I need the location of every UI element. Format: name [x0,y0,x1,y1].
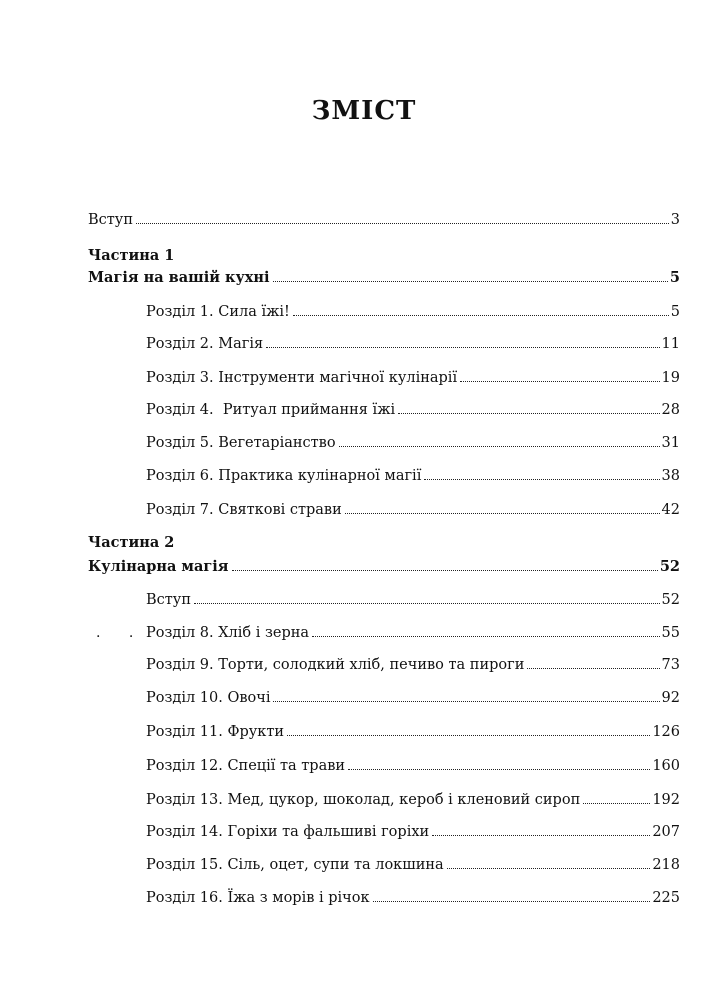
toc-page-number: 92 [661,690,680,706]
toc-page-number: 31 [661,435,680,451]
dot-leader [273,281,668,282]
toc-label: Розділ 14. Горіхи та фальшиві горіхи [146,824,430,840]
toc-label: Розділ 10. Овочі [146,690,271,706]
toc-entry-chapter[interactable] [146,433,680,453]
toc-page-number: 42 [661,502,680,518]
dot-leader [266,347,659,348]
toc-entry-chapter[interactable] [146,855,680,875]
toc-page-number: 11 [661,336,680,352]
toc-entry-chapter[interactable] [146,756,680,776]
dot-leader [460,381,659,382]
toc-label: Розділ 11. Фрукти [146,724,285,740]
toc-entry-chapter[interactable] [146,500,680,520]
dot-leader [273,701,659,702]
toc-entry-chapter[interactable] [146,688,680,708]
toc-entry-chapter[interactable] [146,334,680,354]
toc-label: Розділ 16. Їжа з морів і річок [146,890,370,906]
toc-page-number: 225 [652,890,680,906]
dot-leader [527,668,659,669]
toc-label: Розділ 13. Мед, цукор, шоколад, кероб і кленовий сироп [146,792,581,808]
dot-leader [312,636,659,637]
toc-label: Розділ 9. Торти, солодкий хліб, печиво та пироги [146,657,525,673]
toc-page-number: 38 [661,468,680,484]
dot-leader [136,223,669,224]
toc-label: Розділ 5. Вегетаріанство [146,435,336,451]
toc-label: Розділ 1. Сила їжі! [146,304,290,320]
toc-page-number: 52 [661,592,680,608]
toc-entry-chapter[interactable] [146,590,680,610]
toc-page-number: 160 [652,758,680,774]
toc-page-number: 52 [659,558,680,575]
toc-label: Вступ [88,212,133,228]
dot-leader [373,901,651,902]
toc-page-number: 55 [661,625,680,641]
toc-label: Розділ 2. Магія [146,336,264,352]
toc-label: Розділ 8. Хліб і зерна [146,625,310,641]
stray-marks: . . [96,625,146,641]
toc-label: Розділ 7. Святкові страви [146,502,342,518]
toc-page-number: 126 [652,724,680,740]
toc-page-number: 3 [670,212,680,228]
dot-leader [348,769,650,770]
toc-entry-part2-title[interactable] [88,557,680,577]
toc-page-number: 218 [652,857,680,873]
toc-entry-intro[interactable] [88,210,680,230]
dot-leader [398,413,659,414]
dot-leader [287,735,650,736]
toc-label: Розділ 12. Спеції та трави [146,758,346,774]
toc-label: Вступ [146,592,191,608]
toc-entry-chapter[interactable] [146,888,680,908]
toc-entry-chapter[interactable] [146,722,680,742]
dot-leader [339,446,660,447]
toc-entry-chapter[interactable] [146,400,680,420]
toc-entry-chapter[interactable] [146,790,680,810]
toc-label: Розділ 3. Інструменти магічної кулінарії [146,370,458,386]
toc-entry-chapter[interactable] [146,655,680,675]
toc-label: Розділ 6. Практика кулінарної магії [146,468,422,484]
toc-entry-chapter[interactable] [146,822,680,842]
toc-page-number: 192 [652,792,680,808]
toc-entry-chapter[interactable] [146,466,680,486]
dot-leader [293,315,669,316]
dot-leader [194,603,660,604]
page-title: ЗМІСТ [311,96,417,126]
dot-leader [232,570,658,571]
toc-entry-part1-title[interactable] [88,268,680,288]
toc-page-number: 5 [669,269,680,286]
toc-label: Розділ 15. Сіль, оцет, супи та локшина [146,857,444,873]
toc-page-number: 73 [661,657,680,673]
part-heading: Частина 1 [88,247,175,264]
toc-page-number: 5 [670,304,680,320]
toc-page-number: 19 [661,370,680,386]
toc-entry-chapter[interactable] [146,302,680,322]
toc-label: Кулінарна магія [88,558,229,575]
toc-label: Розділ 4. Ритуал приймання їжі [146,402,396,418]
toc-entry-chapter[interactable] [146,368,680,388]
dot-leader [432,835,650,836]
toc-page-number: 207 [652,824,680,840]
toc-page-number: 28 [661,402,680,418]
toc-entry-chapter[interactable] [146,623,680,643]
dot-leader [424,479,659,480]
part-heading: Частина 2 [88,534,175,551]
dot-leader [583,803,650,804]
dot-leader [345,513,660,514]
toc-label: Магія на вашій кухні [88,269,270,286]
dot-leader [447,868,651,869]
